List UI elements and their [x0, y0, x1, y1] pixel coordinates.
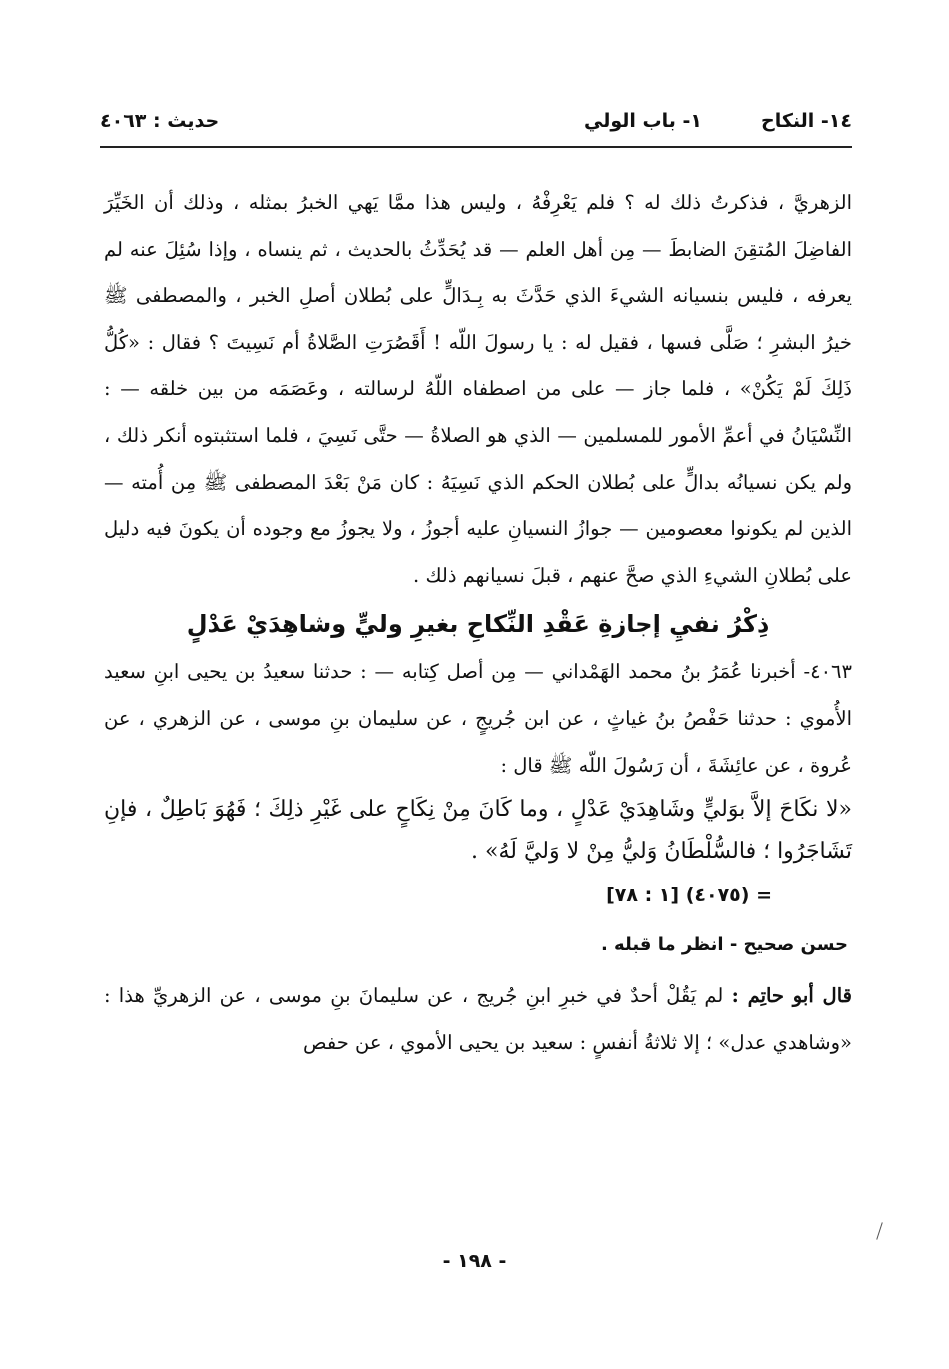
commentary-paragraph	[104, 973, 852, 1066]
hadith-number-heading: حديث : ٤٠٦٣	[100, 110, 220, 132]
hadith-text: «لا نكَاحَ إلاَّ بوَليٍّ وشَاهِدَيْ عَدْلٍ ، وما كَانَ مِنْ نِكَاحٍ على غَيْرِ ذلِكَ ؛ فَهُوَ بَاطِلٌ ، فإنِ تَشَاجَرُوا ؛ فالسُّلْطَانُ وَليُّ مِنْ لا وَليَّ لَهُ» .	[104, 797, 852, 865]
commentary-text: لم يَقُلْ أحدٌ في خبرِ ابنِ جُريج ، عن سليمانَ بنِ موسى ، عن الزهريِّ هذا : «وشاهدي عدل» ؛ إلا ثلاثةُ أنفسٍ : سعيد بن يحيى الأموي ، عن حفص	[104, 984, 852, 1054]
margin-mark	[876, 1222, 883, 1239]
cross-reference: = (٤٠٧٥) [١ : ٧٨]	[606, 884, 772, 907]
header-rule	[100, 146, 852, 148]
commentary-speaker: قال أبو حاتِم :	[731, 984, 852, 1008]
hadith-grading: حسن صحيح - انظر ما قبله .	[600, 934, 848, 956]
section-heading: ١- باب الولي	[583, 110, 702, 132]
isnad-paragraph: ٤٠٦٣- أخبرنا عُمَرُ بنُ محمد الهَمْداني — مِن أصل كِتابه — : حدثنا سعيدُ بن يحيى ابنِ سعيد الأُموي : حدثنا حَفْصُ بنُ غياثٍ ، عن ابن جُريجٍ ، عن سليمان بنِ موسى ، عن الزهري ، عن عُروة ، عن عائِشَةَ ، أن رَسُولَ اللّه ﷺ قال :	[104, 660, 852, 777]
page-number: - ١٩٨ -	[442, 1250, 507, 1272]
chapter-heading: ١٤- النكاح	[761, 110, 852, 132]
page-header	[100, 104, 852, 144]
paragraph: الزهريَّ ، فذكرتُ ذلك له ؟ فلم يَعْرِفْهُ ، وليس هذا ممَّا يَهي الخبرُ بمثله ، وذلك أن الخَيِّرَ الفاضِلَ المُتقِنَ الضابطَ — مِن أهل العلم — قد يُحَدِّثُ بالحديث ، ثم ينساه ، وإذا سُئِلَ عنه لم يعرفه ، فليس بنسيانه الشيءَ الذي حَدَّثَ به بِـدَالٍّ على بُطلان أصلِ الخبر ، والمصطفى ﷺ خيرُ البشرِ ؛ صَلَّى فسها ، فقيل له : يا رسولَ اللّه ! أَقَصُرَتِ الصَّلاةُ أم نَسِيتَ ؟ فقال : «كُلُّ ذَلِكَ لَمْ يَكُنْ» ، فلما جاز — على من اصطفاه اللّهُ لرسالته ، وعَصَمَه من بين خلقه — : النِّسْيَانُ في أعمِّ الأمور للمسلمين — الذي هو الصلاةُ — حتَّى نَسِيَ ، فلما استثبتوه أنكر ذلك ، ولم يكن نسيانُه بدالٍّ على بُطلان الحكم الذي نَسِيَهُ : كان مَنْ بَعْدَ المصطفى ﷺ مِن أُمته — الذين لم يكونوا معصومين — جوازُ النسيانِ عليه أجوزُ ، ولا يجوزُ مع وجوده أن يكونَ فيه دليل على بُطلانِ الشيءِ الذي صحَّ عنهم ، قبلَ نسيانهم ذلك .	[104, 191, 852, 587]
chapter-title: ذِكْرُ نفيِ إجازةِ عَقْدِ النِّكاحِ بغيرِ وليٍّ وشاهِدَيْ عَدْلٍ	[186, 610, 770, 639]
page-body	[104, 180, 852, 1066]
